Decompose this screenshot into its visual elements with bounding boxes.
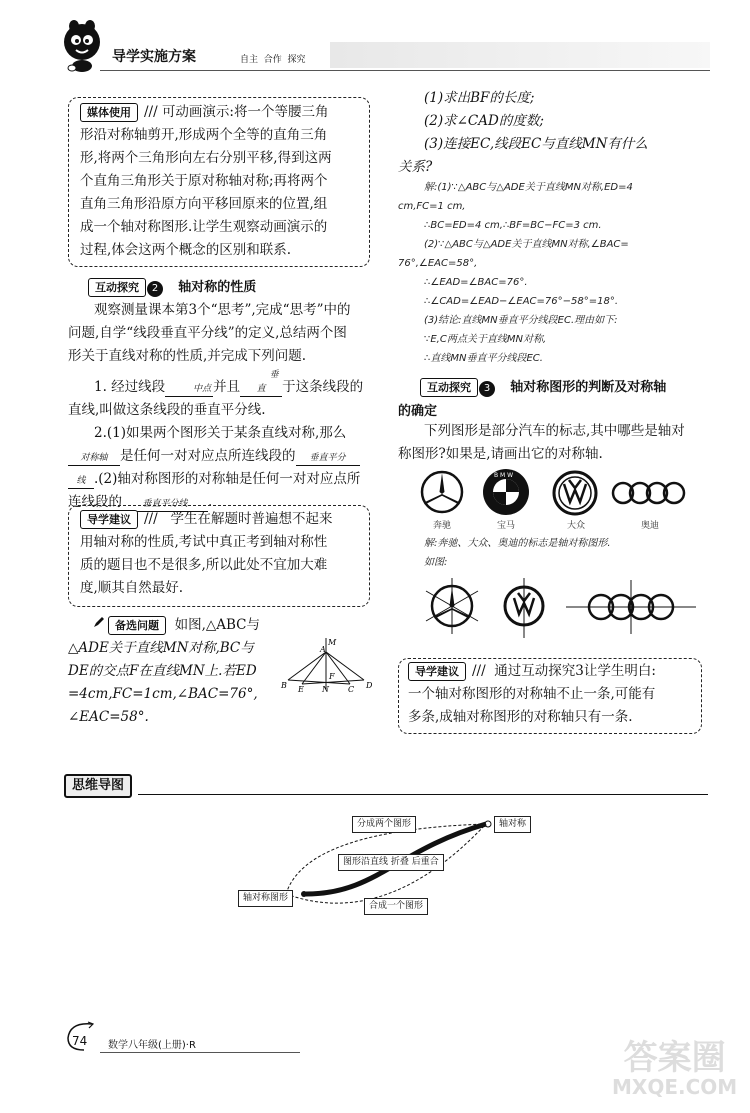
explore2-body: 观察测量课本第3个“思考”,完成“思考”中的 问题,自学“线段垂直平分线”的定义,总结两个图 形关于直线对称的性质,并完成下列问题. 1. 经过线段 中点 并且垂直 于这条线段的 直线,叫做这条线段的垂直平分线. 2.(1)如果两个图形关于某条直线对称,那么 对称轴 是任何一对对应点所连线段的 垂直平分 线 .(2)轴对称图形的对称轴是任何一对对应点所 连线段的 垂直平分线 .: [68, 302, 364, 510]
volkswagen-axis-figure: [498, 578, 550, 638]
solution-block: 解:(1)∵△ABC与△ADE关于直线MN对称,ED=4 cm,FC=1 cm, ∴BC=ED=4 cm,∴BF=BC−FC=3 cm. (2)∵△ABC与△ADE关于直线MN对称,∠BAC= 76°,∠EAC=58°, ∴∠EAD=∠BAC=76°. ∴∠CAD=∠EAD−∠EAC=76°−58°=18°. (3)结论:直线MN垂直平分线段EC.理由如下: ∵E,C两点关于直线MN对称, ∴直线MN垂直平分线段EC.: [398, 182, 633, 364]
fig-label-e: E: [298, 685, 304, 692]
blank-perp-bisector: 垂直平分: [296, 451, 360, 466]
media-usage-tag: 媒体使用: [80, 103, 138, 122]
explore2-number-badge: 2: [147, 281, 163, 297]
blank-axis: 对称轴: [68, 451, 120, 466]
media-usage-text: 媒体使用 /// 可动画演示:将一个等腰三角 形沿对称轴剪开,形成两个全等的直角三角 形,将两个三角形向左右分别平移,得到这两 个直角三角形关于原对称轴对称;再将两个 直角三角形沿原方向平移回原来的位置,组 成一个轴对称图形.让学生观察动画演示的 过程,体会这两个概念的区别和联系.: [80, 104, 332, 258]
header-title: 导学实施方案: [112, 49, 196, 65]
explore3-number-badge: 3: [479, 381, 495, 397]
right-questions: (1)求出BF的长度; (2)求∠CAD的度数; (3)连接EC,线段EC与直线MN有什么 关系?: [398, 90, 648, 175]
fig-label-d: D: [366, 681, 373, 690]
mindmap-title: 思维导图: [64, 774, 132, 798]
header-band: [330, 42, 710, 68]
footer-book-title: 数学八年级(上册)·R: [108, 1040, 196, 1051]
explore2-heading: 互动探究 2 轴对称的性质: [88, 276, 256, 297]
advice2-text: 导学建议 /// 通过互动探究3让学生明白: 一个轴对称图形的对称轴不止一条,可能有 多条,成轴对称图形的对称轴只有一条.: [408, 663, 656, 725]
mindmap-node-axis-symmetry: 轴对称: [494, 816, 531, 833]
blank-midpoint: 中点: [165, 382, 213, 397]
backup-tag: 备选问题: [108, 616, 166, 635]
logo-caption-bmw: 宝马: [496, 521, 515, 531]
audi-logo-icon: [610, 480, 688, 506]
blank-perp-bisector-2: 垂直平分线: [122, 497, 208, 512]
advice1-tag: 导学建议: [80, 510, 138, 529]
explore3-heading: 互动探究 3 轴对称图形的判断及对称轴: [420, 376, 666, 397]
header-rule: [100, 70, 710, 71]
header-mascot-icon: [58, 18, 106, 74]
explore3-title: 轴对称图形的判断及对称轴: [510, 380, 667, 395]
blank-perpendicular: 垂直: [240, 368, 282, 397]
fig-label-m: M: [328, 638, 337, 647]
mindmap-node-split: 分成两个图形: [352, 816, 416, 833]
backup-question: 备选问题 如图,△ABC与 △ADE关于直线MN对称,BC与 DE的交点F在直线MN上.若ED =4cm,FC=1cm,∠BAC=76°, ∠EAC=58°.: [68, 617, 261, 725]
footer-page-number: 74: [72, 1034, 88, 1048]
mindmap-node-fold: 图形沿直线 折叠 后重合: [338, 854, 444, 871]
header-subtitle: 自主 合作 探究: [240, 55, 306, 65]
mindmap-node-merge: 合成一个图形: [364, 898, 428, 915]
triangle-figure: [280, 636, 380, 692]
fig-label-c: C: [348, 685, 355, 692]
explore2-title: 轴对称的性质: [178, 280, 257, 295]
logo-caption-mercedes: 奔驰: [432, 521, 451, 531]
footer-rule: [100, 1052, 300, 1053]
volkswagen-logo-icon: [552, 470, 598, 516]
fig-label-b: B: [281, 681, 287, 690]
svg-text:B M W: B M W: [494, 472, 514, 479]
logo-caption-audi: 奥迪: [640, 521, 659, 531]
watermark-logo: 答案圈 MXQE.COM: [612, 1038, 738, 1099]
explore3-title-cont: 的确定: [398, 404, 438, 419]
footer-swirl-icon: [62, 1018, 98, 1058]
fig-label-a: A: [320, 645, 326, 654]
explore3-body: 下列图形是部分汽车的标志,其中哪些是轴对 称图形?如果是,请画出它的对称轴.: [398, 423, 685, 462]
audi-axes-figure: [566, 580, 696, 634]
fig-label-f: F: [329, 672, 335, 681]
mercedes-axes-figure: [424, 578, 480, 634]
explore3-answer: 解:奔驰、大众、奥迪的标志是轴对称图形. 如图:: [424, 538, 611, 568]
advice2-tag: 导学建议: [408, 662, 466, 681]
advice1-text: 导学建议 /// 学生在解题时普遍想不起来 用轴对称的性质,考试中真正考到轴对称性 质的题目也不是很多,所以此处不宜加大难 度,顺其自然最好.: [80, 511, 333, 596]
mindmap-node-axis-figure: 轴对称图形: [238, 890, 293, 907]
mindmap-title-rule: [138, 794, 708, 795]
mercedes-logo-icon: [420, 470, 464, 514]
fig-label-n: N: [322, 685, 329, 692]
bmw-logo-icon: [482, 468, 530, 516]
logo-caption-vw: 大众: [566, 521, 585, 531]
